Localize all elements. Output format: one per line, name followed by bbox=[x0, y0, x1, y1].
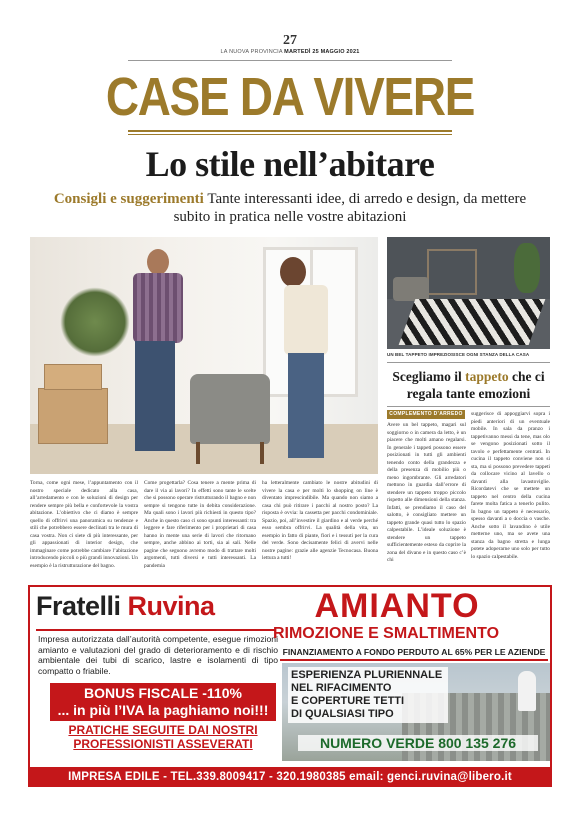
ad-brand-second: Ruvina bbox=[127, 591, 215, 621]
photo-box bbox=[38, 388, 108, 444]
ad-pratiche bbox=[50, 723, 276, 751]
advertisement-fratelli-ruvina bbox=[28, 585, 552, 787]
sidebar-title-pre: Scegliamo il bbox=[392, 369, 466, 384]
article-column-3: ha letteralmente cambiato le nostre abitudini di vivere la casa e per molti lo shopping on line è diventato imprescindibile. Ma quando non siamo a casa chi può ritirare i pacchi al nostro posto? La risposta è ovvia: la cassetta per pacchi condominiale. Spazio, poi, all’investire il giardino e al verde perché esso sembra offrirvi. La qualità della vita, un esempio in fatto di piante, fiori e i tessuti per la cura del verde. Sono decisamente felici di avervi nelle nostre pagine: grazie alle agenzie Tecnocasa. Buona lettura a tutti! bbox=[262, 480, 378, 561]
page-number: 27 bbox=[283, 33, 297, 48]
ad-brand-first: Fratelli bbox=[36, 591, 128, 621]
ad-esperienza bbox=[288, 667, 448, 723]
section-rule-thin bbox=[128, 134, 452, 135]
photo-box-top bbox=[44, 364, 102, 390]
sidebar-rule-2 bbox=[387, 406, 550, 407]
newspaper-name: LA NUOVA PROVINCIA bbox=[220, 49, 283, 55]
article-column-1: Torna, come ogni mese, l’appuntamento con il nostro speciale dedicato alla casa, all’arredamento e con le soluzioni di design per rendere sempre più bella e confortevole la vostra abitazione. L’obiettivo che ci diamo è sempre quello di offrirvi una panoramica su tendenze e stili che potrebbero essere declinati tra le mura di casa vostra. Non ci siete di più interessante, per gli appassionati di interior design, che immaginare come potrebbe cambiare l’abitazione introducendo piccoli o più grandi innovazioni. Un esempio è la ristrutturazione del bagno. bbox=[30, 480, 138, 569]
sidebar-rug-photo bbox=[387, 237, 550, 349]
ad-bonus-box bbox=[50, 683, 276, 721]
photo-man bbox=[125, 249, 190, 454]
top-rule bbox=[128, 60, 452, 61]
ad-finanziamento: FINANZIAMENTO A FONDO PERDUTO AL 65% PER LE AZIENDE bbox=[282, 647, 546, 657]
article-headline: Lo stile nell’abitare bbox=[145, 144, 435, 184]
subhead-text: Tante interessanti idee, di arredo e design, da mettere subito in pratica nelle vostre abitazioni bbox=[173, 191, 527, 225]
photo-woman bbox=[270, 257, 340, 462]
ad-bonus-line2: ... in più l’IVA la paghiamo noi!!! bbox=[57, 702, 269, 718]
ad-esperienza-line4: DI QUALSIASI TIPO bbox=[291, 708, 394, 720]
photo-plant bbox=[514, 243, 540, 293]
ad-brand bbox=[36, 591, 215, 622]
ad-esperienza-line3: E COPERTURE TETTI bbox=[291, 695, 405, 707]
ad-amianto-title: AMIANTO bbox=[314, 587, 480, 625]
ad-roof-worker bbox=[518, 671, 536, 711]
section-rule bbox=[128, 130, 452, 132]
ad-pratiche-line1: PRATICHE SEGUITE DAI NOSTRI bbox=[68, 723, 258, 737]
section-title: CASE DA VIVERE bbox=[105, 67, 475, 127]
ad-finanziamento-rule bbox=[280, 659, 548, 661]
ad-numero-verde: NUMERO VERDE 800 135 276 bbox=[298, 735, 538, 751]
sidebar-rule bbox=[387, 362, 550, 363]
subhead-accent: Consigli e suggerimenti bbox=[53, 191, 204, 207]
ad-rimozione: RIMOZIONE E SMALTIMENTO bbox=[272, 625, 500, 642]
article-column-2: Come progettarla? Cosa tenere a mente prima di dare il via ai lavori? In effetti sono tante le scelte che si possono operare ristrutturando il bagno e non sempre si tengono tutte in debita considerazione. Ma quali sono i lavori più richiesti in questo tipo? Anche in questo caso ci sono spunti interessanti: tra leggere e fare riferimento per i proprietari di casa hanno in mente una serie di lavori che ritornano sempre, anche abbino ai torti, sia ai sali. Nelle pagine che seguono avremo modo di trattare molti argomenti, tutti diversi e tutti interessanti. La pandemia bbox=[144, 480, 256, 569]
issue-date: MARTEDÌ 25 MAGGIO 2021 bbox=[284, 49, 360, 55]
sidebar-title-post: che ci regala tante emozioni bbox=[406, 369, 545, 401]
sidebar-column-2: suggerisce di appoggiarvi sopra i piedi anteriori di un eventuale mobile. In sala da pranzo i tappetivanno messi da tene, mas olo se vengono posizionati sotto il tavolo e perfettamente centrati. In cucina il tappeto conviene non si sta, ma si possono prevedere tappeti da collocare vicino al lavello o davanti alla lavastoviglie. Ricordatevi che se mettete un tappeto nel centro della cucina farete molta fatica a tenerlo pulito. In bagno un tappeto è necessario, spesso davanti a o doccia o vasche. Anche sotto il lavandino è utile metterne uno, ma se avete una stanza da bagno stretta e lunga potete adoperarne uno solo per tutto lo spazio calpestabile. bbox=[471, 411, 550, 560]
photo-rug bbox=[399, 299, 546, 345]
sidebar-photo-caption: UN BEL TAPPETO IMPREZIOSISCE OGNI STANZA DELLA CASA bbox=[387, 352, 530, 357]
photo-armchair bbox=[190, 374, 270, 444]
ad-bonus-line1: BONUS FISCALE -110% bbox=[84, 685, 242, 701]
photo-shelf bbox=[427, 249, 477, 295]
ad-description: Impresa autorizzata dall’autorità competente, esegue rimozioni amianto e valutazioni del grado di deterioramento e di rischio ambientale dei tubi di scarico, lastre e isolamenti di tipo compatto o friabile. bbox=[38, 634, 278, 676]
sidebar-tag: COMPLEMENTO D’ARREDO bbox=[387, 410, 465, 419]
ad-esperienza-line1: ESPERIENZA PLURIENNALE bbox=[291, 669, 443, 681]
sidebar-headline bbox=[387, 368, 550, 402]
main-article-photo bbox=[30, 237, 378, 474]
photo-sofa bbox=[393, 277, 429, 301]
ad-brand-rule bbox=[36, 629, 276, 631]
article-subhead bbox=[40, 190, 540, 226]
ad-esperienza-line2: NEL RIFACIMENTO bbox=[291, 682, 392, 694]
ad-pratiche-line2: PROFESSIONISTI ASSEVERATI bbox=[73, 737, 253, 751]
ad-contact-footer: IMPRESA EDILE - TEL.339.8009417 - 320.1980385 email: genci.ruvina@libero.it bbox=[30, 767, 550, 787]
dateline bbox=[0, 49, 580, 55]
sidebar-column-1: Avere un bel tappeto, magari sul soggiorno o in camera da letto, è un piacere che molti amano regalarsi. In generale i tappeti possono essere posizionati in tutti gli ambienti tenendo conto della grandezza e della presenza di mobilio più o meno ingombrante. Gli arredatori mettono in guardia dall’errore di stendere un tappeto troppo piccolo rispetto alle dimensioni della stanza. Infatti, se prendiamo il caso del salotto, è consigliato mettere un tappeto grande quasi tutto lo spazio calpestabile. L’ideale soluzione è stendere un tappeto sufficientemente esteso da coprire la zona del divano e in questo caso c’è chi bbox=[387, 422, 466, 563]
sidebar-title-accent: tappeto bbox=[465, 369, 509, 384]
photo-plant bbox=[60, 287, 130, 357]
